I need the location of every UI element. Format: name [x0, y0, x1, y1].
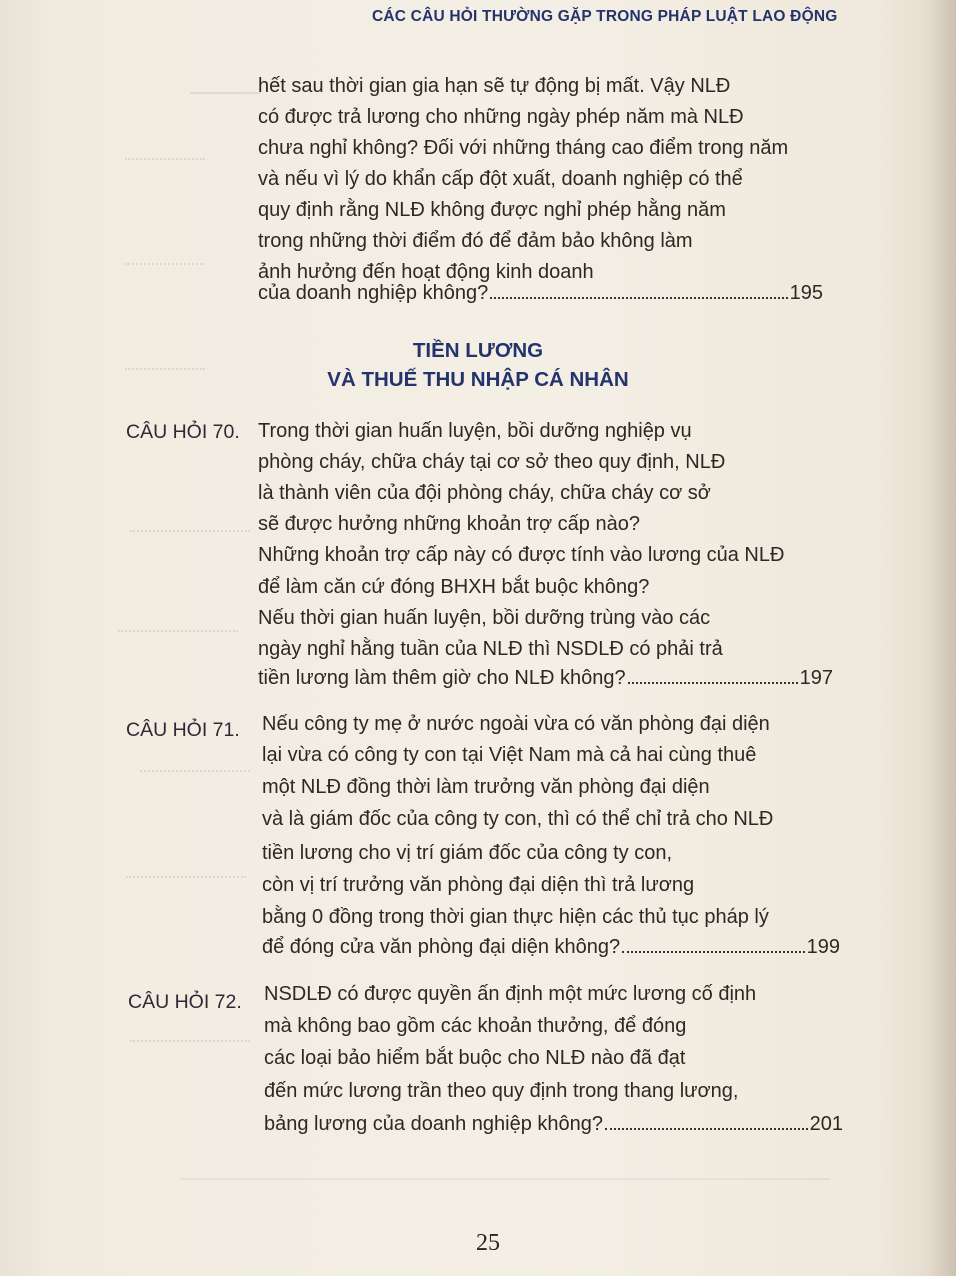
- entry-line: tiền lương cho vị trí giám đốc của công ty con,: [262, 842, 673, 864]
- page-ref: 201: [809, 1113, 843, 1135]
- entry-line: Những khoản trợ cấp này có được tính vào lương của NLĐ: [258, 544, 785, 566]
- entry-line: bằng 0 đồng trong thời gian thực hiện các thủ tục pháp lý: [262, 906, 769, 928]
- page-number: 25: [476, 1230, 500, 1256]
- entry-line: và nếu vì lý do khẩn cấp đột xuất, doanh nghiệp có thể: [258, 168, 743, 190]
- running-header: CÁC CÂU HỎI THƯỜNG GẶP TRONG PHÁP LUẬT LAO ĐỘNG: [372, 8, 838, 25]
- entry-line: và là giám đốc của công ty con, thì có thể chỉ trả cho NLĐ: [262, 808, 774, 830]
- entry-last-line: tiền lương làm thêm giờ cho NLĐ không?: [258, 667, 626, 689]
- entry-line: Trong thời gian huấn luyện, bồi dưỡng nghiệp vụ: [258, 420, 692, 442]
- leader-dots: [622, 950, 805, 953]
- section-subtitle: VÀ THUẾ THU NHẬP CÁ NHÂN: [327, 368, 629, 391]
- spine-shadow: [926, 0, 956, 1276]
- entry-line: mà không bao gồm các khoản thưởng, để đóng: [264, 1015, 687, 1037]
- leader-dots: [628, 681, 798, 684]
- entry-last-line: của doanh nghiệp không?: [258, 282, 489, 304]
- question-label: CÂU HỎI 72.: [128, 991, 242, 1013]
- entry-line: hết sau thời gian gia hạn sẽ tự động bị mất. Vậy NLĐ: [258, 75, 731, 97]
- entry-last-line: bảng lương của doanh nghiệp không?: [264, 1113, 604, 1135]
- entry-line: để làm căn cứ đóng BHXH bắt buộc không?: [258, 576, 650, 598]
- entry-line: một NLĐ đồng thời làm trưởng văn phòng đại diện: [262, 776, 710, 798]
- toc-leader-line[interactable]: [258, 666, 833, 690]
- toc-leader-line[interactable]: [262, 935, 840, 959]
- page-ref: 195: [789, 282, 823, 304]
- entry-line: chưa nghỉ không? Đối với những tháng cao điểm trong năm: [258, 137, 789, 159]
- entry-line: đến mức lương trần theo quy định trong thang lương,: [264, 1080, 739, 1102]
- entry-line: trong những thời điểm đó để đảm bảo không làm: [258, 230, 693, 252]
- entry-line: ảnh hưởng đến hoạt động kinh doanh: [258, 261, 594, 283]
- page-ref: 199: [806, 936, 840, 958]
- entry-line: là thành viên của đội phòng cháy, chữa cháy cơ sở: [258, 482, 711, 504]
- leader-dots: [490, 296, 787, 299]
- section-title: TIỀN LƯƠNG: [412, 339, 544, 362]
- page-ref: 197: [799, 667, 833, 689]
- entry-last-line: để đóng cửa văn phòng đại diện không?: [262, 936, 621, 958]
- entry-line: ngày nghỉ hằng tuần của NLĐ thì NSDLĐ có phải trả: [258, 638, 723, 660]
- entry-line: quy định rằng NLĐ không được nghỉ phép hằng năm: [258, 199, 726, 221]
- entry-line: phòng cháy, chữa cháy tại cơ sở theo quy định, NLĐ: [258, 451, 726, 473]
- question-label: CÂU HỎI 71.: [126, 719, 240, 741]
- entry-line: NSDLĐ có được quyền ấn định một mức lương cố định: [264, 983, 757, 1005]
- entry-line: lại vừa có công ty con tại Việt Nam mà cả hai cùng thuê: [262, 744, 757, 766]
- question-label: CÂU HỎI 70.: [126, 421, 240, 443]
- entry-line: có được trả lương cho những ngày phép năm mà NLĐ: [258, 106, 744, 128]
- entry-line: các loại bảo hiểm bắt buộc cho NLĐ nào đã đạt: [264, 1047, 686, 1069]
- toc-leader-line[interactable]: [258, 281, 823, 305]
- toc-leader-line[interactable]: [264, 1112, 843, 1136]
- entry-line: Nếu thời gian huấn luyện, bồi dưỡng trùng vào các: [258, 607, 711, 629]
- entry-line: còn vị trí trưởng văn phòng đại diện thì trả lương: [262, 874, 695, 896]
- entry-line: sẽ được hưởng những khoản trợ cấp nào?: [258, 513, 640, 535]
- entry-line: Nếu công ty mẹ ở nước ngoài vừa có văn phòng đại diện: [262, 713, 770, 735]
- leader-dots: [605, 1127, 808, 1130]
